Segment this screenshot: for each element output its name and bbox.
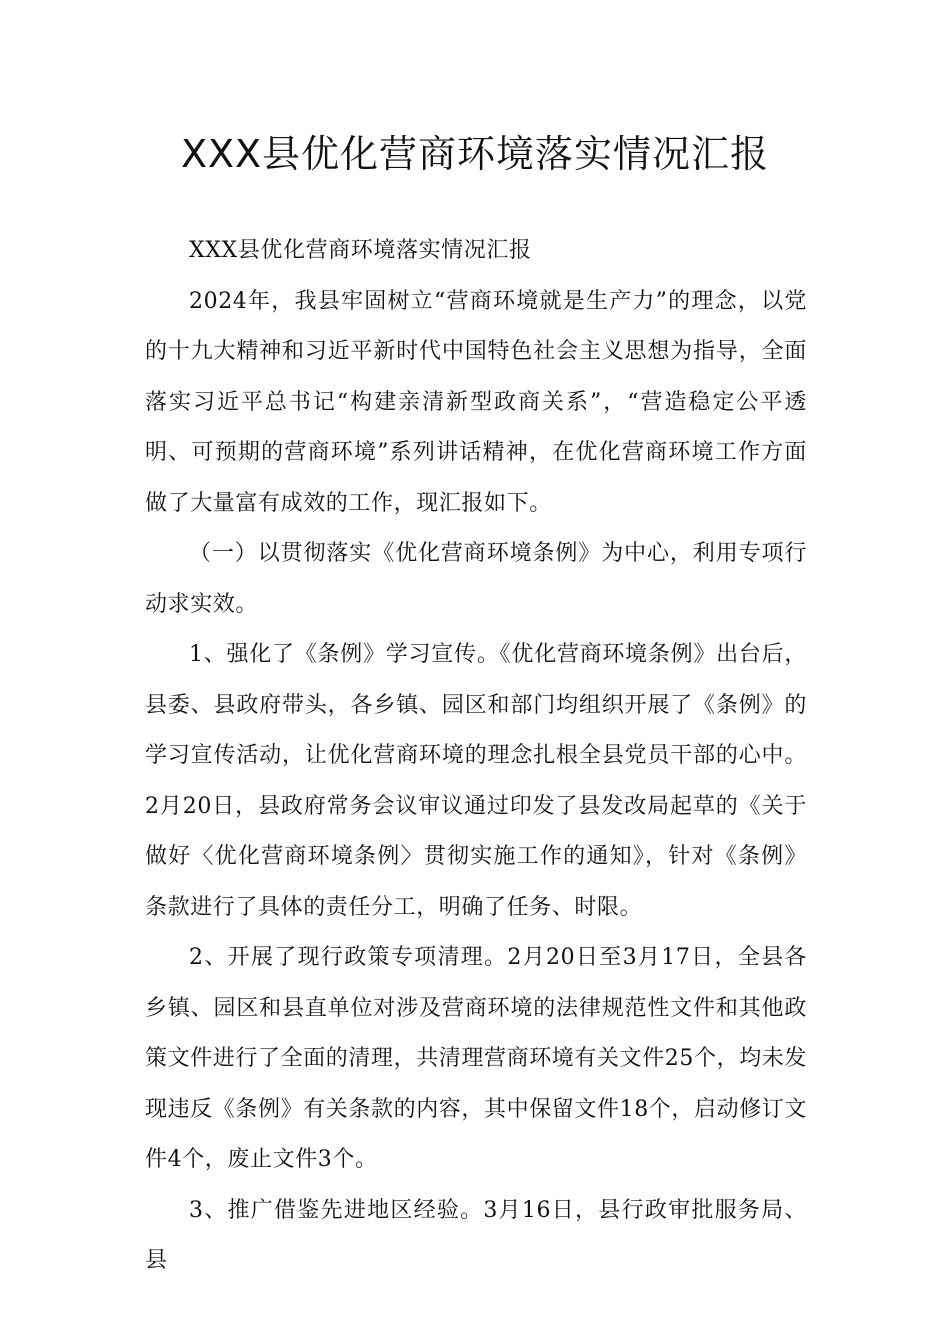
paragraph-section-one: （一）以贯彻落实《优化营商环境条例》为中心，利用专项行动求实效。	[145, 541, 807, 617]
paragraph-intro: 2024年，我县牢固树立“营商环境就是生产力”的理念，以党的十九大精神和习近平新时代中国特色社会主义思想为指导，全面落实习近平总书记“构建亲清新型政商关系”，“营造稳定公平透明、可预期的营商环境”系列讲话精神，在优化营商环境工作方面做了大量富有成效的工作，现汇报如下。	[145, 288, 807, 516]
paragraph-item-3: 3、推广借鉴先进地区经验。3月16日，县行政审批服务局、县	[145, 1197, 807, 1273]
document-title: XXX县优化营商环境落实情况汇报	[180, 132, 770, 176]
paragraph-item-2: 2、开展了现行政策专项清理。2月20日至3月17日，全县各乡镇、园区和县直单位对涉及营商环境的法律规范性文件和其他政策文件进行了全面的清理，共清理营商环境有关文件25个，均未发现违反《条例》有关条款的内容，其中保留文件18个，启动修订文件4个，废止文件3个。	[145, 945, 807, 1172]
paragraph-item-1: 1、强化了《条例》学习宣传。《优化营商环境条例》出台后，县委、县政府带头，各乡镇、园区和部门均组织开展了《条例》的学习宣传活动，让优化营商环境的理念扎根全县党员干部的心中。2月20日，县政府常务会议审议通过印发了县发改局起草的《关于做好〈优化营商环境条例〉贯彻实施工作的通知》，针对《条例》条款进行了具体的责任分工，明确了任务、时限。	[145, 642, 807, 920]
paragraph-heading: XXX县优化营商环境落实情况汇报	[189, 238, 532, 263]
document-body	[145, 226, 807, 1287]
